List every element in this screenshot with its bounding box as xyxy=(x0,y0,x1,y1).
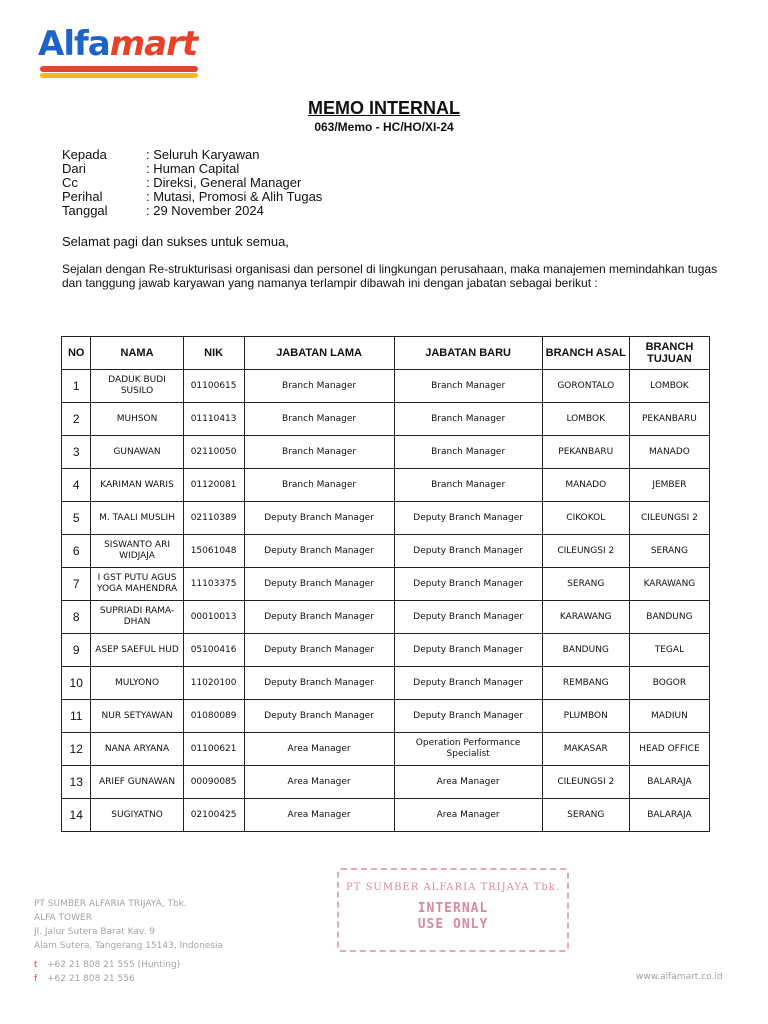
cell-nik: 02110050 xyxy=(183,436,244,469)
table-row xyxy=(62,634,710,667)
cell-jabatan-baru: Deputy Branch Manager xyxy=(394,634,542,667)
footer-city: Alam Sutera, Tangerang 15143, Indonesia xyxy=(34,941,224,951)
meta-value: : Direksi, General Manager xyxy=(146,175,302,190)
cell-no: 6 xyxy=(62,535,91,568)
logo-swoosh-red xyxy=(40,66,198,72)
cell-nama: MULYONO xyxy=(91,667,183,700)
cell-jabatan-baru: Area Manager xyxy=(394,766,542,799)
cell-no: 14 xyxy=(62,799,91,832)
cell-jabatan-baru: Branch Manager xyxy=(394,403,542,436)
meta-value: : Human Capital xyxy=(146,161,240,176)
cell-branch-tujuan: TEGAL xyxy=(629,634,709,667)
logo-swoosh-yellow xyxy=(40,73,198,78)
cell-branch-asal: KARAWANG xyxy=(542,601,629,634)
internal-use-stamp xyxy=(337,868,569,952)
meta-label: Dari xyxy=(62,161,86,176)
cell-jabatan-lama: Branch Manager xyxy=(244,469,394,502)
col-header-branch-tujuan: BRANCH TUJUAN xyxy=(629,337,709,370)
footer-phone xyxy=(34,958,180,972)
cell-jabatan-lama: Deputy Branch Manager xyxy=(244,700,394,733)
cell-jabatan-lama: Branch Manager xyxy=(244,370,394,403)
cell-jabatan-baru: Deputy Branch Manager xyxy=(394,568,542,601)
cell-branch-asal: SERANG xyxy=(542,568,629,601)
cell-nama: MUHSON xyxy=(91,403,183,436)
cell-nik: 02100425 xyxy=(183,799,244,832)
cell-nama: NUR SETYAWAN xyxy=(91,700,183,733)
cell-branch-tujuan: MANADO xyxy=(629,436,709,469)
meta-label: Tanggal xyxy=(62,203,108,218)
meta-label: Perihal xyxy=(62,189,103,204)
cell-branch-tujuan: BALARAJA xyxy=(629,799,709,832)
cell-jabatan-lama: Area Manager xyxy=(244,799,394,832)
meta-value: : Mutasi, Promosi & Alih Tugas xyxy=(146,189,323,204)
cell-nama: KARIMAN WARIS xyxy=(91,469,183,502)
meta-row-kepada xyxy=(62,148,322,162)
table-row xyxy=(62,370,710,403)
col-header-jabatan-lama: JABATAN LAMA xyxy=(244,337,394,370)
cell-branch-asal: PEKANBARU xyxy=(542,436,629,469)
table-row xyxy=(62,535,710,568)
cell-no: 10 xyxy=(62,667,91,700)
cell-jabatan-lama: Deputy Branch Manager xyxy=(244,502,394,535)
cell-jabatan-baru: Deputy Branch Manager xyxy=(394,601,542,634)
cell-no: 4 xyxy=(62,469,91,502)
cell-jabatan-baru: Branch Manager xyxy=(394,436,542,469)
cell-nik: 02110389 xyxy=(183,502,244,535)
cell-nik: 05100416 xyxy=(183,634,244,667)
cell-jabatan-baru: Operation Performance Specialist xyxy=(394,733,542,766)
table-row xyxy=(62,799,710,832)
table-row xyxy=(62,502,710,535)
footer-address xyxy=(34,897,223,953)
cell-nik: 01110413 xyxy=(183,403,244,436)
table-row xyxy=(62,436,710,469)
cell-jabatan-baru: Branch Manager xyxy=(394,370,542,403)
cell-branch-asal: PLUMBON xyxy=(542,700,629,733)
cell-nik: 01120081 xyxy=(183,469,244,502)
meta-row-tanggal xyxy=(62,204,322,218)
cell-branch-asal: GORONTALO xyxy=(542,370,629,403)
col-header-no: NO xyxy=(62,337,91,370)
meta-row-cc xyxy=(62,176,322,190)
col-header-branch-asal: BRANCH ASAL xyxy=(542,337,629,370)
cell-nama: SUGIYATNO xyxy=(91,799,183,832)
cell-branch-tujuan: LOMBOK xyxy=(629,370,709,403)
greeting: Selamat pagi dan sukses untuk semua, xyxy=(62,234,289,249)
cell-no: 7 xyxy=(62,568,91,601)
meta-label: Kepada xyxy=(62,147,107,162)
fax-number: +62 21 808 21 556 xyxy=(47,974,135,984)
cell-branch-asal: CIKOKOL xyxy=(542,502,629,535)
cell-no: 12 xyxy=(62,733,91,766)
table-row xyxy=(62,568,710,601)
col-header-nik: NIK xyxy=(183,337,244,370)
cell-jabatan-lama: Deputy Branch Manager xyxy=(244,568,394,601)
cell-jabatan-baru: Deputy Branch Manager xyxy=(394,700,542,733)
cell-nik: 00010013 xyxy=(183,601,244,634)
cell-no: 3 xyxy=(62,436,91,469)
stamp-company: PT SUMBER ALFARIA TRIJAYA Tbk. xyxy=(346,882,560,893)
cell-jabatan-lama: Branch Manager xyxy=(244,436,394,469)
meta-value: : 29 November 2024 xyxy=(146,203,264,218)
stamp-line-1: INTERNAL xyxy=(417,901,489,916)
meta-row-perihal xyxy=(62,190,322,204)
footer-fax xyxy=(34,972,180,986)
cell-nik: 00090085 xyxy=(183,766,244,799)
cell-jabatan-baru: Area Manager xyxy=(394,799,542,832)
cell-jabatan-lama: Area Manager xyxy=(244,766,394,799)
cell-branch-asal: LOMBOK xyxy=(542,403,629,436)
cell-jabatan-lama: Deputy Branch Manager xyxy=(244,601,394,634)
cell-nik: 11103375 xyxy=(183,568,244,601)
cell-branch-asal: MAKASAR xyxy=(542,733,629,766)
cell-jabatan-baru: Deputy Branch Manager xyxy=(394,667,542,700)
footer-company: PT SUMBER ALFARIA TRIJAYA, Tbk. xyxy=(34,899,187,909)
cell-no: 5 xyxy=(62,502,91,535)
cell-jabatan-lama: Area Manager xyxy=(244,733,394,766)
table-row xyxy=(62,403,710,436)
meta-value: : Seluruh Karyawan xyxy=(146,147,260,162)
cell-nama: SISWANTO ARI WIDJAJA xyxy=(91,535,183,568)
cell-nik: 15061048 xyxy=(183,535,244,568)
cell-nama: I GST PUTU AGUS YOGA MAHENDRA xyxy=(91,568,183,601)
cell-nama: DADUK BUDI SUSILO xyxy=(91,370,183,403)
cell-nik: 01080089 xyxy=(183,700,244,733)
cell-jabatan-lama: Deputy Branch Manager xyxy=(244,667,394,700)
cell-branch-tujuan: HEAD OFFICE xyxy=(629,733,709,766)
logo-text-alfa: Alfa xyxy=(38,24,110,64)
cell-nama: ASEP SAEFUL HUD xyxy=(91,634,183,667)
cell-branch-asal: BANDUNG xyxy=(542,634,629,667)
cell-jabatan-baru: Branch Manager xyxy=(394,469,542,502)
cell-nama: M. TAALI MUSLIH xyxy=(91,502,183,535)
cell-branch-tujuan: SERANG xyxy=(629,535,709,568)
logo-text-mart: mart xyxy=(109,24,198,64)
table-header-row xyxy=(62,337,710,370)
stamp-line-2: USE ONLY xyxy=(417,917,489,932)
cell-branch-tujuan: BALARAJA xyxy=(629,766,709,799)
table-body xyxy=(62,370,710,832)
cell-branch-tujuan: BANDUNG xyxy=(629,601,709,634)
cell-nama: GUNAWAN xyxy=(91,436,183,469)
col-header-jabatan-baru: JABATAN BARU xyxy=(394,337,542,370)
cell-branch-asal: CILEUNGSI 2 xyxy=(542,535,629,568)
cell-nama: SUPRIADI RAMA-DHAN xyxy=(91,601,183,634)
cell-no: 8 xyxy=(62,601,91,634)
cell-branch-asal: MANADO xyxy=(542,469,629,502)
cell-jabatan-baru: Deputy Branch Manager xyxy=(394,502,542,535)
table-row xyxy=(62,469,710,502)
phone-label: t xyxy=(34,960,38,970)
memo-number: 063/Memo - HC/HO/XI-24 xyxy=(314,120,454,134)
intro-paragraph: Sejalan dengan Re-strukturisasi organisasi dan personel di lingkungan perusahaan, maka manajemen memindahkan tugas dan tanggung jawab karyawan yang namanya terlampir dibawah ini dengan jabatan sebagai berikut : xyxy=(62,262,718,290)
cell-jabatan-lama: Deputy Branch Manager xyxy=(244,634,394,667)
phone-number: +62 21 808 21 555 (Hunting) xyxy=(47,960,181,970)
alfamart-logo xyxy=(38,24,203,80)
meta-label: Cc xyxy=(62,175,78,190)
cell-jabatan-baru: Deputy Branch Manager xyxy=(394,535,542,568)
table-row xyxy=(62,700,710,733)
cell-branch-tujuan: PEKANBARU xyxy=(629,403,709,436)
cell-nama: ARIEF GUNAWAN xyxy=(91,766,183,799)
meta-row-dari xyxy=(62,162,322,176)
table-row xyxy=(62,733,710,766)
footer-website: www.alfamart.co.id xyxy=(636,972,723,982)
cell-nik: 01100621 xyxy=(183,733,244,766)
cell-no: 9 xyxy=(62,634,91,667)
cell-nik: 11020100 xyxy=(183,667,244,700)
col-header-nama: NAMA xyxy=(91,337,183,370)
table-row xyxy=(62,667,710,700)
cell-branch-tujuan: BOGOR xyxy=(629,667,709,700)
cell-no: 2 xyxy=(62,403,91,436)
footer-contacts xyxy=(34,958,180,986)
cell-nik: 01100615 xyxy=(183,370,244,403)
cell-branch-tujuan: CILEUNGSI 2 xyxy=(629,502,709,535)
cell-branch-asal: REMBANG xyxy=(542,667,629,700)
staff-transfer-table xyxy=(61,336,710,832)
cell-branch-tujuan: MADIUN xyxy=(629,700,709,733)
cell-jabatan-lama: Deputy Branch Manager xyxy=(244,535,394,568)
cell-branch-tujuan: JEMBER xyxy=(629,469,709,502)
cell-jabatan-lama: Branch Manager xyxy=(244,403,394,436)
table-row xyxy=(62,766,710,799)
footer-building: ALFA TOWER xyxy=(34,913,92,923)
memo-title: MEMO INTERNAL xyxy=(308,98,460,118)
cell-no: 11 xyxy=(62,700,91,733)
cell-no: 13 xyxy=(62,766,91,799)
table-row xyxy=(62,601,710,634)
cell-branch-asal: SERANG xyxy=(542,799,629,832)
cell-branch-tujuan: KARAWANG xyxy=(629,568,709,601)
cell-branch-asal: CILEUNGSI 2 xyxy=(542,766,629,799)
footer-street: Jl. Jalur Sutera Barat Kav. 9 xyxy=(34,927,155,937)
cell-no: 1 xyxy=(62,370,91,403)
fax-label: f xyxy=(34,974,38,984)
memo-meta xyxy=(62,148,322,218)
cell-nama: NANA ARYANA xyxy=(91,733,183,766)
